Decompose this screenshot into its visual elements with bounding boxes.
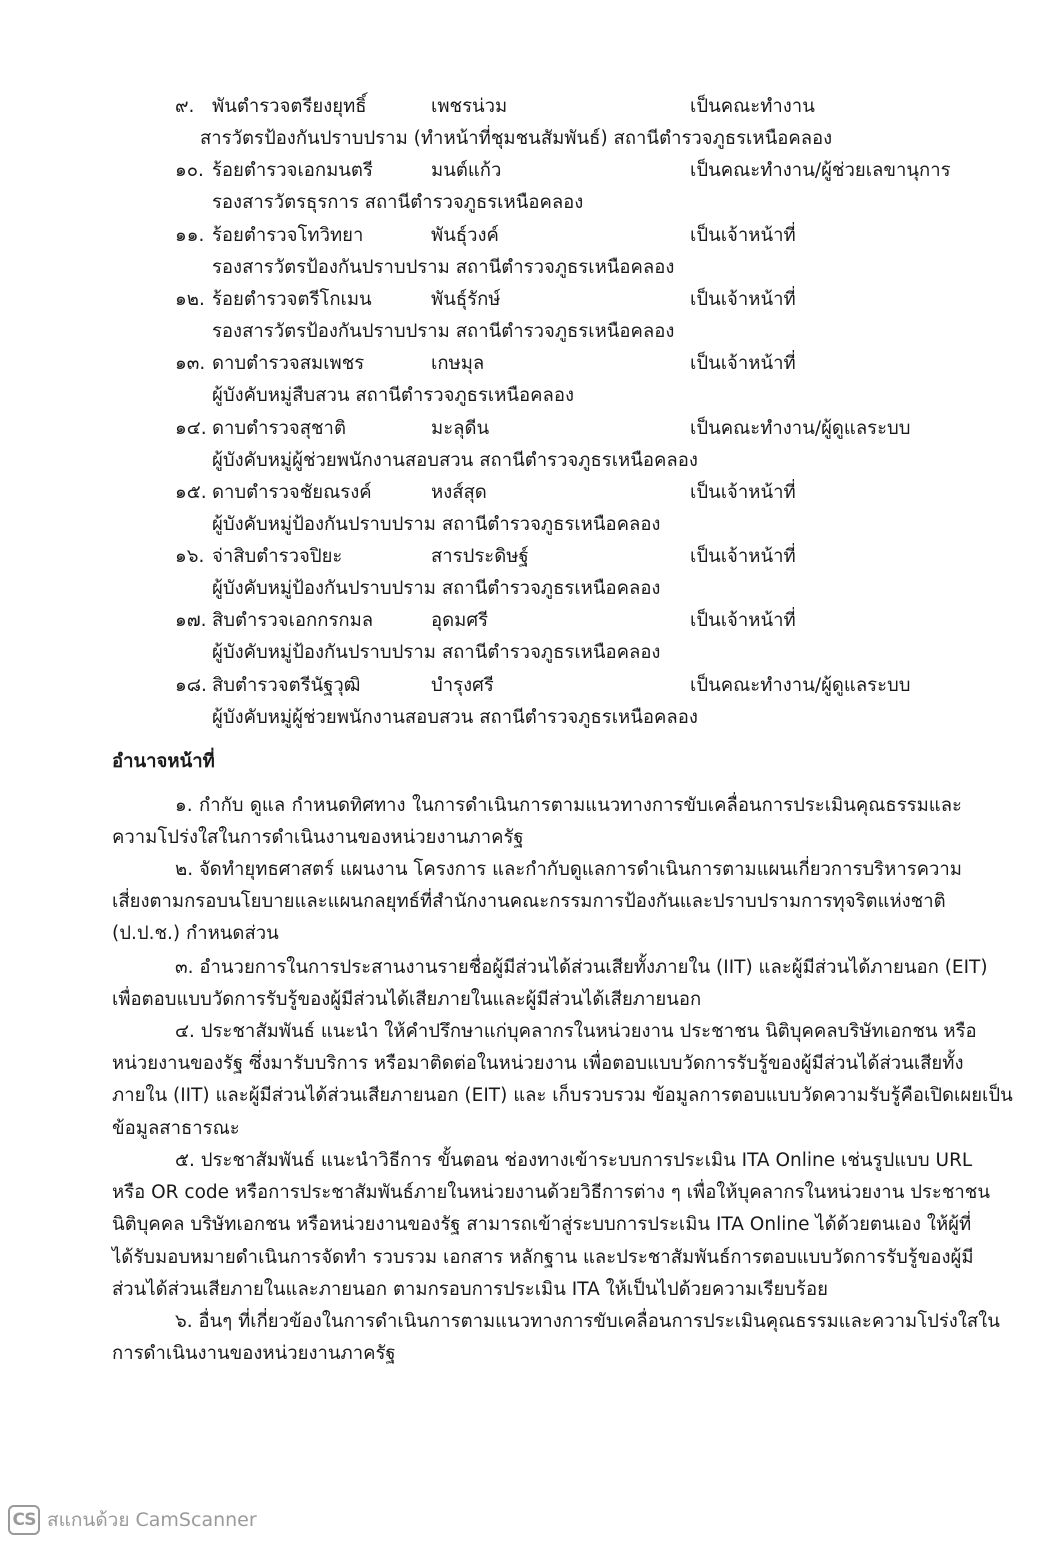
duty-line: การดำเนินงานของหน่วยงานภาครัฐ [112,1343,396,1365]
member-surname: พันธุ์วงค์ [431,224,499,246]
member-surname: พันธุ์รักษ์ [431,288,501,310]
member-surname: เกษมุล [431,353,485,375]
member-role: เป็นเจ้าหน้าที่ [690,353,796,375]
member-role: เป็นเจ้าหน้าที่ [690,224,796,246]
duty-line: ข้อมูลสาธารณะ [112,1117,240,1139]
duty-line: ๓. อำนวยการในการประสานงานรายชื่อผู้มีส่วนได้ส่วนเสียทั้งภายใน (IIT) และผู้มีส่วนได้ภายนอก (EIT) [175,957,988,978]
member-number: ๑๖. [175,546,205,568]
member-number: ๑๗. [175,610,207,632]
duty-line: หรือ OR code หรือการประชาสัมพันธ์ภายในหน่วยงานด้วยวิธีการต่าง ๆ เพื่อให้บุคลากรในหน่วยงาน ประชาชน [112,1182,990,1204]
member-number: ๑๐. [175,160,204,182]
member-name: ร้อยตำรวจตรีโกเมน [212,288,372,310]
member-role: เป็นคณะทำงาน [690,96,815,117]
member-position: ผู้บังคับหมู่ป้องกันปราบปราม สถานีตำรวจภูธรเหนือคลอง [212,642,661,664]
duty-line: ๑. กำกับ ดูแล กำหนดทิศทาง ในการดำเนินการตามแนวทางการขับเคลื่อนการประเมินคุณธรรมและ [175,795,962,816]
member-position: รองสารวัตรป้องกันปราบปราม สถานีตำรวจภูธรเหนือคลอง [212,320,675,342]
duty-line: เสี่ยงตามกรอบนโยบายและแผนกลยุทธ์ที่สำนักงานคณะกรรมการป้องกันและปราบปรามการทุจริตแห่งชาติ [112,891,946,913]
member-name: ดาบตำรวจชัยณรงค์ [212,481,372,503]
member-position: สารวัตรป้องกันปราบปราม (ทำหน้าที่ชุมชนสัมพันธ์) สถานีตำรวจภูธรเหนือคลอง [200,128,833,149]
duty-line: ๕. ประชาสัมพันธ์ แนะนำวิธีการ ขั้นตอน ช่องทางเข้าระบบการประเมิน ITA Online เช่นรูปแบบ URL [175,1150,973,1171]
member-position: ผู้บังคับหมู่สืบสวน สถานีตำรวจภูธรเหนือคลอง [212,385,575,407]
watermark-text: สแกนด้วย CamScanner [47,1509,257,1531]
duty-line: ภายใน (IIT) และผู้มีส่วนได้ส่วนเสียภายนอก (EIT) และ เก็บรวบรวม ข้อมูลการตอบแบบวัดความรับรู้คือเปิดเผยเป็น [112,1085,1013,1107]
member-position: ผู้บังคับหมู่ป้องกันปราบปราม สถานีตำรวจภูธรเหนือคลอง [212,513,661,535]
member-surname: หงส์สุด [431,481,487,503]
duty-line: ความโปร่งใสในการดำเนินงานของหน่วยงานภาครัฐ [112,827,524,849]
member-position: ผู้บังคับหมู่ป้องกันปราบปราม สถานีตำรวจภูธรเหนือคลอง [212,578,661,600]
member-role: เป็นคณะทำงาน/ผู้ช่วยเลขานุการ [690,160,951,182]
member-number: ๑๓. [175,353,206,375]
member-position: รองสารวัตรธุรการ สถานีตำรวจภูธรเหนือคลอง [212,192,584,214]
camscanner-logo-icon: CS [8,1505,40,1535]
member-name: ดาบตำรวจสมเพชร [212,353,365,375]
member-surname: อุดมศรี [431,610,488,632]
member-name: สิบตำรวจเอกกรกมล [212,610,374,632]
duty-line: (ป.ป.ช.) กำหนดส่วน [112,923,279,945]
member-number: ๑๒. [175,288,205,310]
member-name: ร้อยตำรวจเอกมนตรี [212,160,373,182]
member-name: จ่าสิบตำรวจปิยะ [212,546,343,568]
member-position: ผู้บังคับหมู่ผู้ช่วยพนักงานสอบสวน สถานีตำรวจภูธรเหนือคลอง [212,706,698,728]
member-number: ๑๕. [175,481,207,503]
duty-line: ๔. ประชาสัมพันธ์ แนะนำ ให้คำปรึกษาแก่บุคลากรในหน่วยงาน ประชาชน นิติบุคคลบริษัทเอกชน หรือ [175,1021,977,1042]
member-role: เป็นเจ้าหน้าที่ [690,288,796,310]
member-position: ผู้บังคับหมู่ผู้ช่วยพนักงานสอบสวน สถานีตำรวจภูธรเหนือคลอง [212,449,698,471]
member-number: ๙. [175,96,195,117]
camscanner-watermark [8,1503,257,1537]
member-name: ร้อยตำรวจโทวิทยา [212,224,364,246]
member-position: รองสารวัตรป้องกันปราบปราม สถานีตำรวจภูธรเหนือคลอง [212,256,675,278]
member-role: เป็นเจ้าหน้าที่ [690,610,796,632]
member-number: ๑๔. [175,417,207,439]
member-role: เป็นเจ้าหน้าที่ [690,546,796,568]
duties-heading: อำนาจหน้าที่ [112,751,215,772]
member-name: ดาบตำรวจสุชาติ [212,417,346,439]
member-surname: บำรุงศรี [431,674,494,696]
duty-line: ๖. อื่นๆ ที่เกี่ยวข้องในการดำเนินการตามแนวทางการขับเคลื่อนการประเมินคุณธรรมและความโปร่งใสใน [175,1311,1000,1332]
duty-line: หน่วยงานของรัฐ ซึ่งมารับบริการ หรือมาติดต่อในหน่วยงาน เพื่อตอบแบบวัดการรับรู้ของผู้มีส่วนได้ส่วนเสียทั้ง [112,1053,964,1075]
member-surname: เพชรน่วม [431,96,508,117]
member-role: เป็นคณะทำงาน/ผู้ดูแลระบบ [690,417,911,439]
duty-line: ส่วนได้ส่วนเสียภายในและภายนอก ตามกรอบการประเมิน ITA ให้เป็นไปด้วยความเรียบร้อย [112,1278,828,1300]
member-surname: มะลุดีน [431,417,490,439]
member-surname: มนต์แก้ว [431,160,502,182]
member-name: พันตำรวจตรียงยุทธิ์ [212,96,367,117]
member-role: เป็นคณะทำงาน/ผู้ดูแลระบบ [690,674,911,696]
duty-line: นิติบุคคล บริษัทเอกชน หรือหน่วยงานของรัฐ สามารถเข้าสู่ระบบการประเมิน ITA Online ได้ด้วยตนเอง ให้ผู้ที่ [112,1214,972,1236]
member-number: ๑๘. [175,674,207,696]
member-number: ๑๑. [175,224,205,246]
member-role: เป็นเจ้าหน้าที่ [690,481,796,503]
duty-line: ๒. จัดทำยุทธศาสตร์ แผนงาน โครงการ และกำกับดูแลการดำเนินการตามแผนเกี่ยวการบริหารความ [175,859,962,880]
duty-line: เพื่อตอบแบบวัดการรับรู้ของผู้มีส่วนได้เสียภายในและผู้มีส่วนได้เสียภายนอก [112,989,702,1011]
duty-line: ได้รับมอบหมายดำเนินการจัดทำ รวบรวม เอกสาร หลักฐาน และประชาสัมพันธ์การตอบแบบวัดการรับรู้ของผู้มี [112,1246,974,1268]
member-name: สิบตำรวจตรีนัฐวุฒิ [212,674,361,696]
member-surname: สารประดิษฐ์ [431,546,529,568]
